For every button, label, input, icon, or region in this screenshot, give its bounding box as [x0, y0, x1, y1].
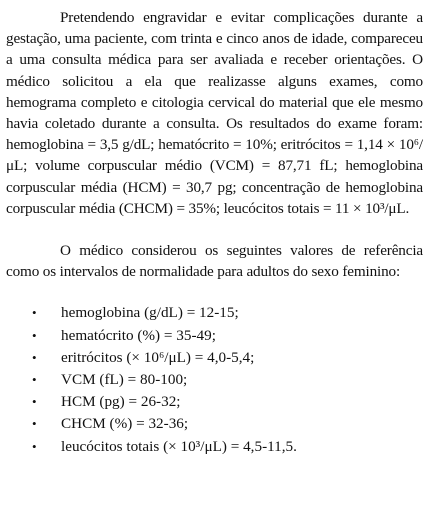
reference-item-chcm: [6, 413, 423, 435]
bullet-marker: •: [32, 327, 37, 343]
case-description-paragraph: Pretendendo engravidar e evitar complicações durante a gestação, uma paciente, com trinta e cinco anos de idade, compareceu a uma consulta médica para ser avaliada e receber orientações. O médico solicitou a ela que realizasse alguns exames, como hemograma completo e citologia cervical do material que ele mesmo havia coletado durante a consulta. Os resultados do exame foram: hemoglobina = 3,5 g/dL; hematócrito = 10%; eritrócitos = 1,14 × 10⁶/μL; volume corpuscular médio (VCM) = 87,71 fL; hemoglobina corpuscular média (HCM) = 30,7 pg; concentração de hemoglobina corpuscular média (CHCM) = 35%; leucócitos totais = 11 × 10³/μL.: [6, 9, 423, 217]
reference-item-hemoglobina: [6, 302, 423, 324]
reference-item-vcm: [6, 369, 423, 391]
bullet-marker: •: [32, 372, 37, 387]
reference-item-eritrocitos: [6, 347, 423, 369]
reference-label: HCM (pg) = 26-32;: [61, 393, 181, 411]
reference-item-hematocrito: [6, 325, 423, 347]
reference-item-leucocitos: [6, 436, 423, 458]
reference-values-list: [6, 302, 423, 457]
reference-label: VCM (fL) = 80-100;: [61, 371, 188, 388]
bullet-marker: •: [32, 394, 37, 410]
reference-label: hematócrito (%) = 35-49;: [61, 326, 216, 344]
reference-intro-paragraph: O médico considerou os seguintes valores de referência como os intervalos de normalidade para adultos do sexo feminino:: [6, 242, 423, 281]
bullet-marker: •: [32, 416, 37, 432]
bullet-marker: •: [32, 305, 37, 321]
reference-label: CHCM (%) = 32-36;: [61, 415, 189, 433]
reference-label: eritrócitos (× 10⁶/μL) = 4,0-5,4;: [61, 348, 255, 366]
reference-item-hcm: [6, 391, 423, 413]
bullet-marker: •: [32, 438, 37, 454]
bullet-marker: •: [32, 349, 37, 365]
reference-label: hemoglobina (g/dL) = 12-15;: [61, 304, 239, 322]
reference-label: leucócitos totais (× 10³/μL) = 4,5-11,5.: [61, 437, 297, 455]
